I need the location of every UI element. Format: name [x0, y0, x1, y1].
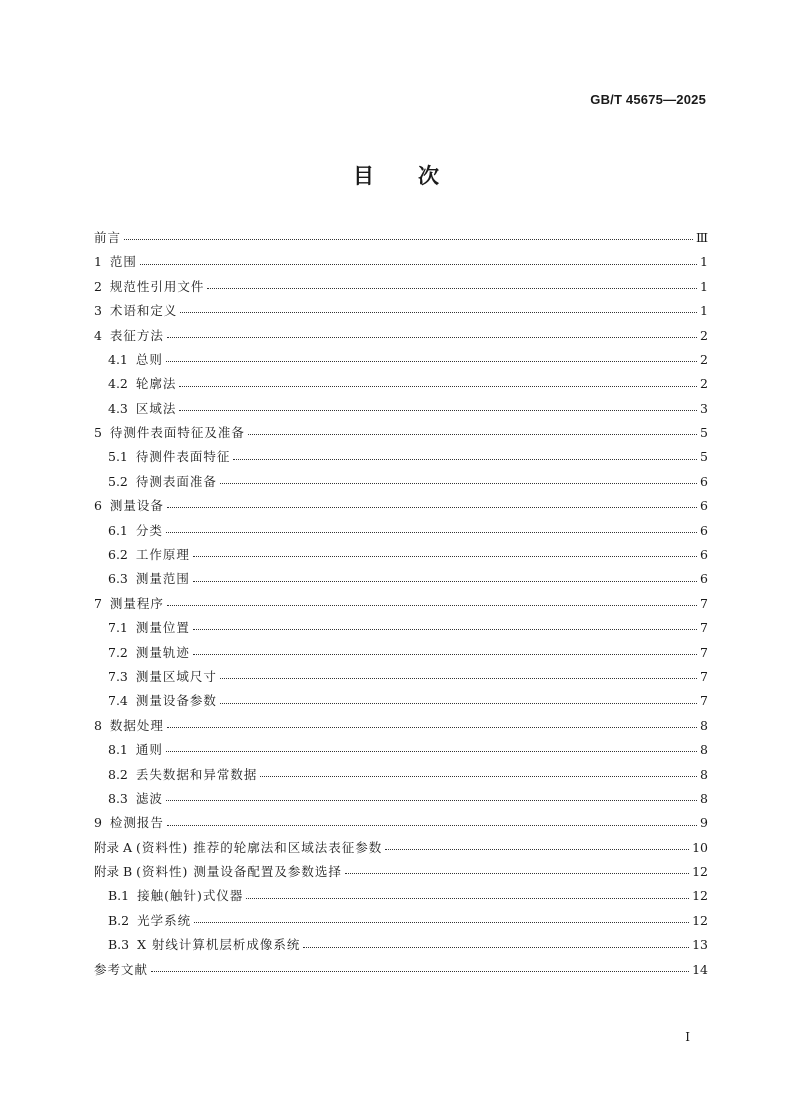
toc-entry-title: 分类	[135, 522, 163, 538]
toc-entry-page: 6	[700, 498, 708, 514]
toc-dot-leader	[124, 238, 693, 240]
toc-entry-page: 12	[692, 864, 708, 880]
toc-dot-leader	[166, 360, 697, 362]
toc-entry-title: 测量区域尺寸	[135, 668, 217, 684]
toc-entry[interactable]	[94, 494, 708, 518]
toc-dot-leader	[193, 653, 697, 655]
toc-entry-title: (资料性) 推荐的轮廓法和区域法表征参数	[135, 839, 383, 855]
toc-entry-title: 表征方法	[109, 327, 164, 343]
toc-entry-title: X 射线计算机层析成像系统	[137, 937, 301, 953]
page-number: I	[685, 1030, 690, 1044]
toc-entry-title: 测量设备	[109, 498, 164, 514]
standard-code: GB/T 45675—2025	[590, 92, 706, 107]
toc-entry-page: 2	[700, 351, 708, 367]
toc-entry-title: 待测表面准备	[135, 473, 217, 489]
toc-entry[interactable]	[94, 519, 708, 543]
toc-entry-title: 测量程序	[109, 595, 164, 611]
toc-entry-number: 4	[94, 327, 110, 343]
toc-dot-leader	[207, 287, 697, 289]
toc-entry[interactable]	[94, 885, 708, 909]
toc-dot-leader	[166, 799, 697, 801]
toc-entry[interactable]	[94, 909, 708, 933]
toc-entry[interactable]	[94, 860, 708, 884]
toc-entry[interactable]	[94, 592, 708, 616]
toc-entry-title: 待测件表面特征	[135, 449, 231, 465]
toc-entry-number: 附录 B	[94, 864, 137, 880]
toc-dot-leader	[140, 263, 697, 265]
toc-entry[interactable]	[94, 689, 708, 713]
toc-dot-leader	[166, 531, 697, 533]
toc-entry-title: 范围	[109, 254, 137, 270]
toc-dot-leader	[220, 702, 697, 704]
toc-dot-leader	[385, 848, 689, 850]
toc-entry-number: 7.2	[108, 644, 136, 660]
toc-entry-page: 7	[700, 668, 708, 684]
toc-entry-page: 1	[700, 254, 708, 270]
toc-entry-number: 7.4	[108, 693, 136, 709]
toc-entry[interactable]	[94, 299, 708, 323]
toc-entry-number: 5.2	[108, 473, 136, 489]
toc-dot-leader	[167, 336, 697, 338]
toc-entry[interactable]	[94, 470, 708, 494]
toc-entry-number: B.3	[108, 937, 138, 953]
toc-entry-title: 轮廓法	[135, 376, 177, 392]
toc-entry-title: 工作原理	[135, 547, 190, 563]
toc-entry[interactable]	[94, 348, 708, 372]
toc-entry-title: 光学系统	[137, 912, 192, 928]
toc-entry-page: 8	[700, 742, 708, 758]
toc-entry-title: 接触(触针)式仪器	[137, 888, 244, 904]
toc-entry-page: Ⅲ	[695, 229, 708, 245]
toc-entry-number: 7.1	[108, 620, 136, 636]
toc-entry[interactable]	[94, 567, 708, 591]
toc-dot-leader	[179, 409, 697, 411]
toc-entry-title: 区域法	[135, 400, 177, 416]
toc-entry[interactable]	[94, 543, 708, 567]
toc-entry-page: 7	[700, 620, 708, 636]
toc-entry-number: 3	[94, 303, 110, 319]
toc-entry-number: 7.3	[108, 668, 136, 684]
toc-entry[interactable]	[94, 738, 708, 762]
toc-dot-leader	[220, 482, 697, 484]
toc-entry-number: 6.2	[108, 547, 136, 563]
toc-entry-title: 参考文献	[94, 961, 149, 977]
toc-entry-title: 数据处理	[109, 717, 164, 733]
toc-entry-title: 测量范围	[135, 571, 190, 587]
toc-entry-title: 滤波	[135, 790, 163, 806]
toc-entry[interactable]	[94, 665, 708, 689]
toc-dot-leader	[180, 311, 697, 313]
toc-entry-number: B.2	[108, 912, 138, 928]
toc-entry-title: 通则	[135, 742, 163, 758]
toc-entry-number: 6	[94, 498, 110, 514]
toc-entry[interactable]	[94, 250, 708, 274]
toc-entry-title: 丢失数据和异常数据	[135, 766, 258, 782]
toc-dot-leader	[220, 677, 697, 679]
toc-entry[interactable]	[94, 372, 708, 396]
toc-entry-page: 13	[692, 937, 708, 953]
toc-entry-number: 1	[94, 254, 110, 270]
title-char-2: 次	[418, 163, 439, 188]
toc-entry-title: 术语和定义	[109, 303, 178, 319]
toc-entry-page: 14	[692, 961, 708, 977]
toc-entry[interactable]	[94, 616, 708, 640]
toc-entry[interactable]	[94, 714, 708, 738]
toc-dot-leader	[167, 824, 697, 826]
toc-dot-leader	[246, 897, 689, 899]
toc-entry-number: 5	[94, 425, 110, 441]
toc-entry-page: 1	[700, 278, 708, 294]
toc-entry[interactable]	[94, 421, 708, 445]
toc-entry-title: (资料性) 测量设备配置及参数选择	[136, 864, 342, 880]
toc-entry-page: 7	[700, 693, 708, 709]
toc-entry[interactable]	[94, 811, 708, 835]
toc-entry-number: 7	[94, 595, 110, 611]
toc-entry-page: 8	[700, 790, 708, 806]
toc-entry-page: 6	[700, 522, 708, 538]
toc-dot-leader	[167, 726, 697, 728]
toc-entry-page: 2	[700, 327, 708, 343]
toc-entry[interactable]	[94, 763, 708, 787]
toc-dot-leader	[248, 433, 697, 435]
toc-entry-title: 总则	[135, 351, 163, 367]
toc-entry-number: 4.2	[108, 376, 136, 392]
toc-entry-page: 5	[700, 425, 708, 441]
toc-entry-page: 12	[692, 888, 708, 904]
toc-entry-page: 8	[700, 717, 708, 733]
toc-entry-title: 前言	[94, 229, 122, 245]
toc-dot-leader	[193, 628, 697, 630]
toc-entry[interactable]	[94, 275, 708, 299]
toc-entry-page: 5	[700, 449, 708, 465]
toc-entry-page: 9	[700, 815, 708, 831]
toc-dot-leader	[151, 970, 689, 972]
toc-entry-number: 8.2	[108, 766, 136, 782]
toc-entry-number: 5.1	[108, 449, 136, 465]
toc-dot-leader	[303, 946, 689, 948]
toc-entry-number: 4.3	[108, 400, 136, 416]
toc-dot-leader	[233, 458, 697, 460]
toc-dot-leader	[193, 555, 697, 557]
toc-entry-page: 8	[700, 766, 708, 782]
toc-entry-page: 6	[700, 547, 708, 563]
toc-entry-page: 6	[700, 571, 708, 587]
toc-entry-number: 4.1	[108, 351, 136, 367]
toc-entry[interactable]	[94, 836, 708, 860]
toc-dot-leader	[194, 921, 689, 923]
toc-entry[interactable]	[94, 933, 708, 957]
toc-entry-page: 7	[700, 644, 708, 660]
toc-entry-number: 9	[94, 815, 110, 831]
toc-entry[interactable]	[94, 226, 708, 250]
table-of-contents	[94, 226, 708, 982]
toc-entry-page: 10	[692, 839, 708, 855]
toc-entry-title: 测量位置	[135, 620, 190, 636]
toc-dot-leader	[179, 385, 697, 387]
toc-entry-title: 测量设备参数	[135, 693, 217, 709]
toc-dot-leader	[167, 506, 697, 508]
toc-entry-number: 8.3	[108, 790, 136, 806]
toc-entry-number: 2	[94, 278, 110, 294]
toc-entry-title: 待测件表面特征及准备	[109, 425, 245, 441]
toc-entry-page: 12	[692, 912, 708, 928]
toc-entry-page: 2	[700, 376, 708, 392]
toc-entry[interactable]	[94, 958, 708, 982]
toc-entry-number: B.1	[108, 888, 138, 904]
page-title	[0, 160, 792, 190]
toc-entry[interactable]	[94, 641, 708, 665]
toc-entry[interactable]	[94, 446, 708, 470]
toc-entry-page: 3	[700, 400, 708, 416]
toc-entry-page: 1	[700, 303, 708, 319]
toc-entry[interactable]	[94, 397, 708, 421]
toc-entry[interactable]	[94, 324, 708, 348]
toc-entry-title: 规范性引用文件	[109, 278, 205, 294]
toc-dot-leader	[167, 604, 697, 606]
toc-entry-page: 6	[700, 473, 708, 489]
toc-entry-title: 测量轨迹	[135, 644, 190, 660]
toc-dot-leader	[260, 775, 697, 777]
toc-dot-leader	[345, 872, 689, 874]
toc-entry-title: 检测报告	[109, 815, 164, 831]
toc-entry-page: 7	[700, 595, 708, 611]
title-char-1: 目	[353, 163, 374, 188]
toc-entry[interactable]	[94, 787, 708, 811]
toc-entry-number: 6.1	[108, 522, 136, 538]
toc-entry-number: 附录 A	[94, 839, 136, 855]
toc-dot-leader	[166, 750, 697, 752]
toc-entry-number: 6.3	[108, 571, 136, 587]
toc-entry-number: 8.1	[108, 742, 136, 758]
toc-dot-leader	[193, 580, 697, 582]
toc-entry-number: 8	[94, 717, 110, 733]
